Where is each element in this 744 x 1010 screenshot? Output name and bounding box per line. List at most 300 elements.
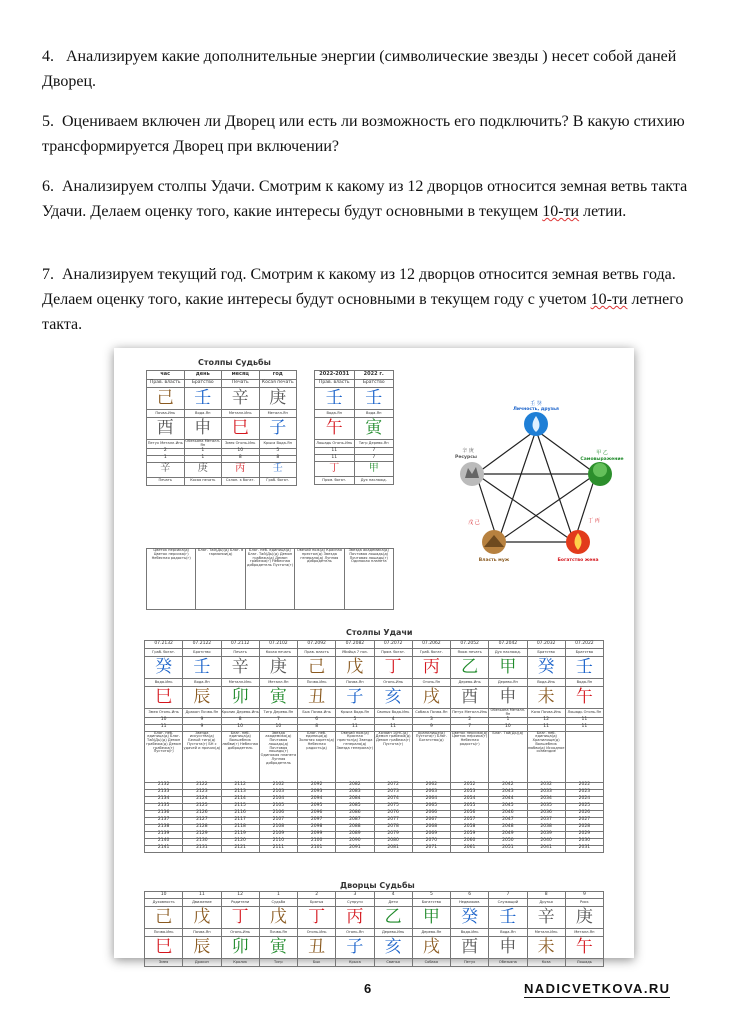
luck-year-row-cell: 2135	[145, 803, 183, 810]
luck-year-row-cell: 2108	[259, 824, 297, 831]
luck-hidden-stem-cell: 丁	[315, 462, 355, 477]
luck-stem	[315, 388, 394, 410]
pillars-title: Столпы Судьбы	[198, 358, 271, 367]
stars-cell: Цветок персика(д) Цветок персика(г) Небесная радость(г)	[147, 549, 196, 610]
luck-row-stem-caption-cell: Металл-Ян	[259, 679, 297, 687]
luck-num1-cell: 11	[315, 448, 355, 455]
luck-row-num1-cell: 8	[221, 717, 259, 724]
luck-row-num1-cell: 12	[527, 717, 565, 724]
luck-row-stem-caption-cell: Вода-Инь	[527, 679, 565, 687]
pillar-god-cell: Братство	[184, 380, 222, 388]
luck-year-row-cell: 2053	[451, 789, 489, 796]
luck-num1	[315, 448, 394, 455]
luck-row-god-cell: Печать	[221, 649, 259, 657]
luck-year-row-cell: 2097	[298, 817, 336, 824]
palace-num-cell: 7	[489, 892, 527, 899]
luck-row-god-cell: Косая печать	[259, 649, 297, 657]
luck-year-row	[145, 824, 604, 831]
luck-year-row-cell: 2105	[259, 803, 297, 810]
stars-cell: Благ. Тай(Дь)(д) Благ. в гармонии(д)	[196, 549, 245, 610]
palace-stem	[145, 907, 604, 929]
luck-year-row-cell: 2136	[145, 810, 183, 817]
pillar-god-cell: Печать	[222, 380, 260, 388]
pillar-branch-cell: 申	[184, 418, 222, 440]
luck-year-cell: 07.2082	[336, 641, 374, 649]
luck-year-row-cell: 2085	[336, 803, 374, 810]
luck-hidden-god-cell: Дух наслажд.	[354, 477, 394, 485]
palace-num-cell: 12	[221, 892, 259, 899]
palace-branch-cell: 子	[336, 937, 374, 959]
palace-num-cell: 6	[451, 892, 489, 899]
luck-branch	[315, 418, 394, 440]
luck-row-stem-cell: 丙	[412, 657, 450, 679]
luck-row-branch-caption	[145, 709, 604, 718]
luck-year-row-cell: 2123	[183, 789, 221, 796]
luck-row-stem-cell: 癸	[145, 657, 183, 679]
luck-row-stem-cell: 乙	[451, 657, 489, 679]
luck-year-row-cell: 2134	[145, 796, 183, 803]
luck-year-row-cell: 2043	[489, 789, 527, 796]
luck-row-branch-caption-cell: Собака Почва-Ян	[412, 709, 450, 718]
luck-year-row-cell: 2100	[298, 838, 336, 845]
luck-branch-caption	[315, 440, 394, 448]
pillar-stem-caption-cell: Металл-Инь	[222, 410, 260, 418]
luck-year	[145, 641, 604, 649]
luck-row-num2-cell: 10	[489, 724, 527, 731]
palace-stem-cell: 戊	[183, 907, 221, 929]
palace-stem-cell: 壬	[489, 907, 527, 929]
luck-year-row-cell: 2114	[221, 796, 259, 803]
pillar-stem-caption	[147, 410, 297, 418]
luck-year-row-cell: 2054	[451, 796, 489, 803]
palace-stem-cell: 丁	[221, 907, 259, 929]
palace-stem-caption-cell: Почва-Ян	[259, 929, 297, 937]
pillar-num2-cell: 1	[184, 455, 222, 462]
luck-year-row-cell: 2060	[451, 838, 489, 845]
luck-year-row-cell: 2078	[374, 824, 412, 831]
luck-year-row-cell: 2068	[412, 824, 450, 831]
luck-year-row-cell: 2033	[527, 789, 565, 796]
luck-year-row-cell: 2038	[527, 824, 565, 831]
palace-stem-cell: 丙	[336, 907, 374, 929]
luck-year-row-cell: 2069	[412, 831, 450, 838]
palace-stem-cell: 甲	[412, 907, 450, 929]
luck-year-row-cell: 2035	[527, 803, 565, 810]
palace-name	[145, 899, 604, 907]
spelling-mark: 10-ти	[590, 291, 628, 308]
luck-row-stem-caption-cell: Дерево-Ян	[489, 679, 527, 687]
luck-row-stars-cell: Овечий нож(д) Красная престол(д) Звезда генерала(д) Звезда генерала(г)	[336, 731, 374, 782]
luck-year-row-cell: 2057	[451, 817, 489, 824]
palace-stem-caption-cell: Огонь-Инь	[298, 929, 336, 937]
luck-row-branch-caption-cell: Петух Металл-Инь	[451, 709, 489, 718]
luck-year-row-cell: 2094	[298, 796, 336, 803]
luck-year-cell: 07.2132	[145, 641, 183, 649]
wheel-top-label: Личность, друзья	[513, 407, 559, 412]
luck-year-row-cell: 2064	[412, 796, 450, 803]
palace-num-cell: 1	[259, 892, 297, 899]
luck-year-row-cell: 2111	[259, 845, 297, 852]
luck-row-branch-cell: 亥	[374, 687, 412, 709]
luck-year-row-cell: 2031	[565, 845, 603, 852]
palace-num	[145, 892, 604, 899]
pillar-stem	[147, 388, 297, 410]
luck-year-row-cell: 2040	[527, 838, 565, 845]
palace-stem-cell: 庚	[565, 907, 603, 929]
luck-year-row-cell: 2106	[259, 810, 297, 817]
luck-year-row-cell: 2083	[336, 789, 374, 796]
luck-row-stem-caption-cell: Дерево-Инь	[451, 679, 489, 687]
palaces-table	[144, 891, 604, 967]
luck-year-row-cell: 2022	[565, 782, 603, 789]
wheel-bottom-right-glyph: 丁 丙	[588, 518, 600, 524]
luck-row-stem-caption-cell: Огонь-Инь	[374, 679, 412, 687]
luck-row-num2-cell: 11	[336, 724, 374, 731]
palace-branch-caption-cell: Петух	[451, 959, 489, 967]
luck-year-row-cell: 2109	[259, 831, 297, 838]
palace-branch-cell: 辰	[183, 937, 221, 959]
palace-stem-cell: 戊	[259, 907, 297, 929]
palace-name-cell: Судьба	[259, 899, 297, 907]
palace-stem-cell: 己	[145, 907, 183, 929]
luck-year-row-cell: 2080	[374, 838, 412, 845]
pillar-header-cell: день	[184, 371, 222, 380]
luck-year-cell: 07.2092	[298, 641, 336, 649]
palace-stem-cell: 辛	[527, 907, 565, 929]
luck-row-num1	[145, 717, 604, 724]
luck-year-row-cell: 2026	[565, 810, 603, 817]
luck-row-num1-cell: 11	[565, 717, 603, 724]
palace-name-cell: Движение	[183, 899, 221, 907]
luck-year-row-cell: 2129	[183, 831, 221, 838]
pillar-god-cell: Косая печать	[259, 380, 297, 388]
palace-stem-cell: 癸	[451, 907, 489, 929]
five-elements-wheel	[446, 392, 626, 567]
luck-pillars-table	[144, 640, 604, 853]
luck-row-stars-cell: Цветок персика(д) Цветок персика(г) Небесная радость(г)	[451, 731, 489, 782]
luck-year-row-cell: 2119	[221, 831, 259, 838]
luck-row-branch-caption-cell: Бык Почва-Инь	[298, 709, 336, 718]
palace-branch-caption-cell: Бык	[298, 959, 336, 967]
luck-year-row-cell: 2141	[145, 845, 183, 852]
luck-year-row-cell: 2058	[451, 824, 489, 831]
luck-year-row-cell: 2044	[489, 796, 527, 803]
spelling-mark: 10-ти	[542, 203, 580, 220]
palace-name-cell: Родители	[221, 899, 259, 907]
luck-num2-cell: 7	[354, 455, 394, 462]
luck-row-god-cell: Братство	[565, 649, 603, 657]
luck-year-row-cell: 2059	[451, 831, 489, 838]
luck-row-branch-cell: 丑	[298, 687, 336, 709]
pillar-hidden-god	[147, 477, 297, 485]
luck-row-num2-cell: 11	[527, 724, 565, 731]
luck-year-row-cell: 2118	[221, 824, 259, 831]
palace-num-cell: 11	[183, 892, 221, 899]
luck-row-num2-cell: 9	[412, 724, 450, 731]
palace-branch-caption	[145, 959, 604, 967]
palace-stem-caption	[145, 929, 604, 937]
palace-branch-cell: 巳	[145, 937, 183, 959]
palace-name-cell: Риск	[565, 899, 603, 907]
luck-year-row-cell: 2088	[336, 824, 374, 831]
luck-year-row-cell: 2063	[412, 789, 450, 796]
luck-year-row-cell: 2066	[412, 810, 450, 817]
pillar-hidden-god-cell: Печать	[147, 477, 185, 485]
stars-cell: Звезда академика(д) Почтовая лошадь(д) Почтовая лошадь(г) Одинокая планета	[344, 549, 393, 610]
luck-year-row-cell: 2091	[336, 845, 374, 852]
stars-cell: Овечий нож(д) Красная престол(д) Звезда генерала(д) Лунная добродетель	[295, 549, 344, 610]
palace-branch-caption-cell: Собака	[412, 959, 450, 967]
luck-row-stars-cell: Звезда академика(д) Почтовая лошадь(д) Почтовая лошадь(г) Одинокая планета Лунная добродетель	[259, 731, 297, 782]
luck-row-stem-cell: 壬	[183, 657, 221, 679]
palaces-title: Дворцы Судьбы	[340, 881, 415, 890]
luck-row-god-cell: Прям. богат.	[374, 649, 412, 657]
luck-year-row-cell: 2124	[183, 796, 221, 803]
luck-row-branch-cell: 子	[336, 687, 374, 709]
luck-year-row-cell: 2071	[412, 845, 450, 852]
luck-branch-cell: 午	[315, 418, 355, 440]
luck-year-row-cell: 2090	[336, 838, 374, 845]
luck-year-cell: 07.2052	[451, 641, 489, 649]
luck-year-row-cell: 2030	[565, 838, 603, 845]
luck-year-row-cell: 2048	[489, 824, 527, 831]
luck-year-row	[145, 845, 604, 852]
pillar-header-cell: год	[259, 371, 297, 380]
stars-row	[147, 549, 394, 610]
luck-num2-cell: 11	[315, 455, 355, 462]
luck-branch-cell: 寅	[354, 418, 394, 440]
luck-row-god-cell: Яхож печать	[451, 649, 489, 657]
site-link[interactable]: NADICVETKOVA.RU	[524, 981, 671, 996]
luck-year-row-cell: 2061	[451, 845, 489, 852]
current-luck-table	[314, 370, 394, 485]
palace-num-cell: 2	[298, 892, 336, 899]
luck-year-cell: 07.2112	[221, 641, 259, 649]
paragraph-5: 5. Оцениваем включен ли Дворец или есть ли возможность его подключить? В какую стихию трансформируется Дворец при включении?	[42, 113, 685, 155]
pillar-branch-caption-cell: Змея Огонь-Инь	[222, 440, 260, 449]
pillar-num2	[147, 455, 297, 462]
luck-year-row-cell: 2062	[412, 782, 450, 789]
luck-row-branch-caption-cell: Коза Почва-Инь	[527, 709, 565, 718]
palace-name-cell: Служащий	[489, 899, 527, 907]
palace-branch-cell: 亥	[374, 937, 412, 959]
pillar-num2-cell: 1	[147, 455, 185, 462]
pillar-hidden-stem-cell: 辛	[147, 462, 185, 477]
luck-row-num2	[145, 724, 604, 731]
luck-year-row-cell: 2052	[451, 782, 489, 789]
luck-row-god-cell: Братство	[183, 649, 221, 657]
luck-year-row-cell: 2045	[489, 803, 527, 810]
luck-year-row-cell: 2050	[489, 838, 527, 845]
palace-stem-cell: 乙	[374, 907, 412, 929]
luck-god	[315, 380, 394, 388]
palace-branch-cell: 酉	[451, 937, 489, 959]
luck-year-row	[145, 789, 604, 796]
luck-year-row-cell: 2127	[183, 817, 221, 824]
luck-header-cell: 2022 г.	[354, 371, 394, 380]
palace-name-cell: Братья	[298, 899, 336, 907]
luck-year-row-cell: 2104	[259, 796, 297, 803]
pillar-stem-cell: 己	[147, 388, 185, 410]
palace-num-cell: 8	[527, 892, 565, 899]
palace-stem-caption-cell: Дерево-Инь	[374, 929, 412, 937]
pillar-hidden-stem-cell: 壬	[259, 462, 297, 477]
luck-row-stem-caption-cell: Металл-Инь	[221, 679, 259, 687]
palace-stem-cell: 丁	[298, 907, 336, 929]
luck-num2	[315, 455, 394, 462]
luck-row-stem-caption-cell: Вода-Инь	[145, 679, 183, 687]
luck-row-stem-cell: 癸	[527, 657, 565, 679]
palace-stem-caption-cell: Почва-Ян	[183, 929, 221, 937]
pillar-god-cell: Прав. власть	[147, 380, 185, 388]
luck-year-row-cell: 2084	[336, 796, 374, 803]
luck-row-branch-cell: 卯	[221, 687, 259, 709]
luck-year-row	[145, 831, 604, 838]
luck-row-branch-cell: 申	[489, 687, 527, 709]
luck-row-god-cell: Прав. власть	[298, 649, 336, 657]
luck-year-row-cell: 2117	[221, 817, 259, 824]
palace-num-cell: 10	[145, 892, 183, 899]
palace-stem-caption-cell: Огонь-Инь	[221, 929, 259, 937]
luck-header	[315, 371, 394, 380]
luck-year-row-cell: 2126	[183, 810, 221, 817]
luck-row-num1-cell: 5	[336, 717, 374, 724]
palace-branch-cell: 未	[527, 937, 565, 959]
palace-branch-caption-cell: Коза	[527, 959, 565, 967]
luck-row-num2-cell: 9	[183, 724, 221, 731]
luck-year-row-cell: 2093	[298, 789, 336, 796]
luck-year-row-cell: 2115	[221, 803, 259, 810]
luck-year-row	[145, 796, 604, 803]
wheel-right-glyph: 甲 乙	[596, 450, 608, 456]
pillar-stem-cell: 辛	[222, 388, 260, 410]
luck-year-row-cell: 2049	[489, 831, 527, 838]
luck-branch-caption-cell: Тигр Дерево-Ян	[354, 440, 394, 448]
pillar-num1-cell: 10	[222, 448, 260, 455]
pillar-hidden-god-cell: Граб. богат.	[259, 477, 297, 485]
luck-row-stars-cell: Хранилище(д) Пустота(г) Благ. Богатство(д)	[412, 731, 450, 782]
luck-year-row-cell: 2032	[527, 782, 565, 789]
luck-hidden-god-cell: Прям. богат.	[315, 477, 355, 485]
luck-row-branch-caption-cell: Лошадь Огонь-Ян	[565, 709, 603, 718]
luck-row-stem-cell: 丁	[374, 657, 412, 679]
luck-row-branch-caption-cell: Дракон Почва-Ян	[183, 709, 221, 718]
wheel-bottom-left-label: Власть муж	[478, 558, 510, 563]
luck-year-row-cell: 2138	[145, 824, 183, 831]
pillar-hidden-god-cell: Схлон. к богат.	[222, 477, 260, 485]
luck-row-god-cell: Граб. богат.	[412, 649, 450, 657]
palace-branch-caption-cell: Крыса	[336, 959, 374, 967]
luck-row-num1-cell: 3	[412, 717, 450, 724]
luck-branch-caption-cell: Лошадь Огонь-Инь	[315, 440, 355, 448]
luck-row-stars-cell: Благ. неб. единица(д) Золотая карета(д) Небесная радость(д)	[298, 731, 336, 782]
luck-year-row-cell: 2130	[183, 838, 221, 845]
luck-year-row-cell: 2113	[221, 789, 259, 796]
wheel-left-label: Ресурсы	[455, 455, 477, 460]
luck-row-branch-caption-cell: Змея Огонь-Инь	[145, 709, 183, 718]
luck-row-stars-cell: Благ. неб. единица(д) Благ. Тай(Дь)(д) Демон грабежа(д) Демон грабежа(г) Пустота(г)	[145, 731, 183, 782]
luck-year-row-cell: 2072	[374, 782, 412, 789]
palace-name-cell: Богатство	[412, 899, 450, 907]
palace-branch-cell: 戌	[412, 937, 450, 959]
paragraph-7: 7. Анализируем текущий год. Смотрим к какому из 12 дворцов относится земная ветвь года. Делаем оценку того, какие интересы будут основными в текущем году с учетом 10-ти летнего такта.	[42, 266, 684, 333]
luck-year-row-cell: 2089	[336, 831, 374, 838]
pillar-branch-cell: 巳	[222, 418, 260, 440]
luck-row-branch-caption-cell: Обезьяна Металл-Ян	[490, 708, 526, 716]
luck-year-row-cell: 2075	[374, 803, 412, 810]
luck-year-cell: 07.2072	[374, 641, 412, 649]
luck-row-stem-caption-cell: Вода-Ян	[183, 679, 221, 687]
palace-branch	[145, 937, 604, 959]
luck-god-cell: Братство	[354, 380, 394, 388]
luck-row-stem-caption-cell: Огонь-Ян	[412, 679, 450, 687]
luck-header-cell: 2022-2031	[315, 371, 355, 380]
pillar-num2-cell: 8	[259, 455, 297, 462]
luck-row-stem-cell: 庚	[259, 657, 297, 679]
stars-cell: Благ. неб. единица(д) Благ. Тай(Дь)(д) Демон грабежа(д) Демон грабежа(г) Небесная добродетель Пустота(г)	[245, 549, 294, 610]
palace-branch-cell: 寅	[259, 937, 297, 959]
luck-row-branch-cell: 戌	[412, 687, 450, 709]
luck-year-row	[145, 817, 604, 824]
luck-row-god-cell: Дух наслажд.	[489, 649, 527, 657]
luck-year-cell: 07.2032	[527, 641, 565, 649]
palace-num-cell: 3	[336, 892, 374, 899]
wheel-right-label: Самовыражение	[580, 457, 624, 462]
luck-year-row-cell: 2029	[565, 831, 603, 838]
pillar-stem-cell: 壬	[184, 388, 222, 410]
wheel-bottom-right-label: Богатство жена	[557, 558, 599, 563]
luck-row-god-cell: Убийца 7 поз.	[336, 649, 374, 657]
luck-year-row-cell: 2096	[298, 810, 336, 817]
palace-branch-caption-cell: Змея	[145, 959, 183, 967]
luck-year-row-cell: 2121	[221, 845, 259, 852]
luck-year-row-cell: 2125	[183, 803, 221, 810]
palace-branch-cell: 申	[489, 937, 527, 959]
luck-row-num1-cell: 9	[183, 717, 221, 724]
luck-row-stem-caption-cell: Почва-Ян	[336, 679, 374, 687]
stars-table	[146, 548, 394, 610]
palace-branch-caption-cell: Лошадь	[565, 959, 603, 967]
luck-year-cell: 07.2022	[565, 641, 603, 649]
luck-hidden-stem	[315, 462, 394, 477]
palace-branch-caption-cell: Свинья	[374, 959, 412, 967]
pillar-branch-caption-cell: Обезьяна Металл-Ян	[185, 439, 221, 447]
luck-year-row-cell: 2024	[565, 796, 603, 803]
luck-year-row-cell: 2098	[298, 824, 336, 831]
luck-year-cell: 07.2062	[412, 641, 450, 649]
luck-row-branch-cell: 午	[565, 687, 603, 709]
luck-year-row-cell: 2056	[451, 810, 489, 817]
pillar-header-cell: час	[147, 371, 185, 380]
luck-year-row-cell: 2082	[336, 782, 374, 789]
palace-stem-caption-cell: Почва-Инь	[145, 929, 183, 937]
luck-year-row-cell: 2086	[336, 810, 374, 817]
luck-row-num1-cell: 1	[489, 717, 527, 724]
luck-row-stem-caption	[145, 679, 604, 687]
palace-stem-caption-cell: Вода-Ян	[489, 929, 527, 937]
luck-year-row-cell: 2110	[259, 838, 297, 845]
bazi-chart-figure	[114, 348, 634, 964]
wheel-top-glyph: 壬 癸	[530, 401, 542, 407]
luck-row-branch-caption-cell: Свинья Вода-Инь	[374, 709, 412, 718]
luck-year-row-cell: 2133	[145, 789, 183, 796]
luck-year-row	[145, 838, 604, 845]
palace-branch-cell: 丑	[298, 937, 336, 959]
luck-row-stars-cell: Благ. неб. единица(д) Волшебник любви(г) Небесная добродетель	[221, 731, 259, 782]
palace-name-cell: Дети	[374, 899, 412, 907]
luck-row-branch-cell: 寅	[259, 687, 297, 709]
pillar-stem-caption-cell: Почва-Инь	[147, 410, 185, 418]
